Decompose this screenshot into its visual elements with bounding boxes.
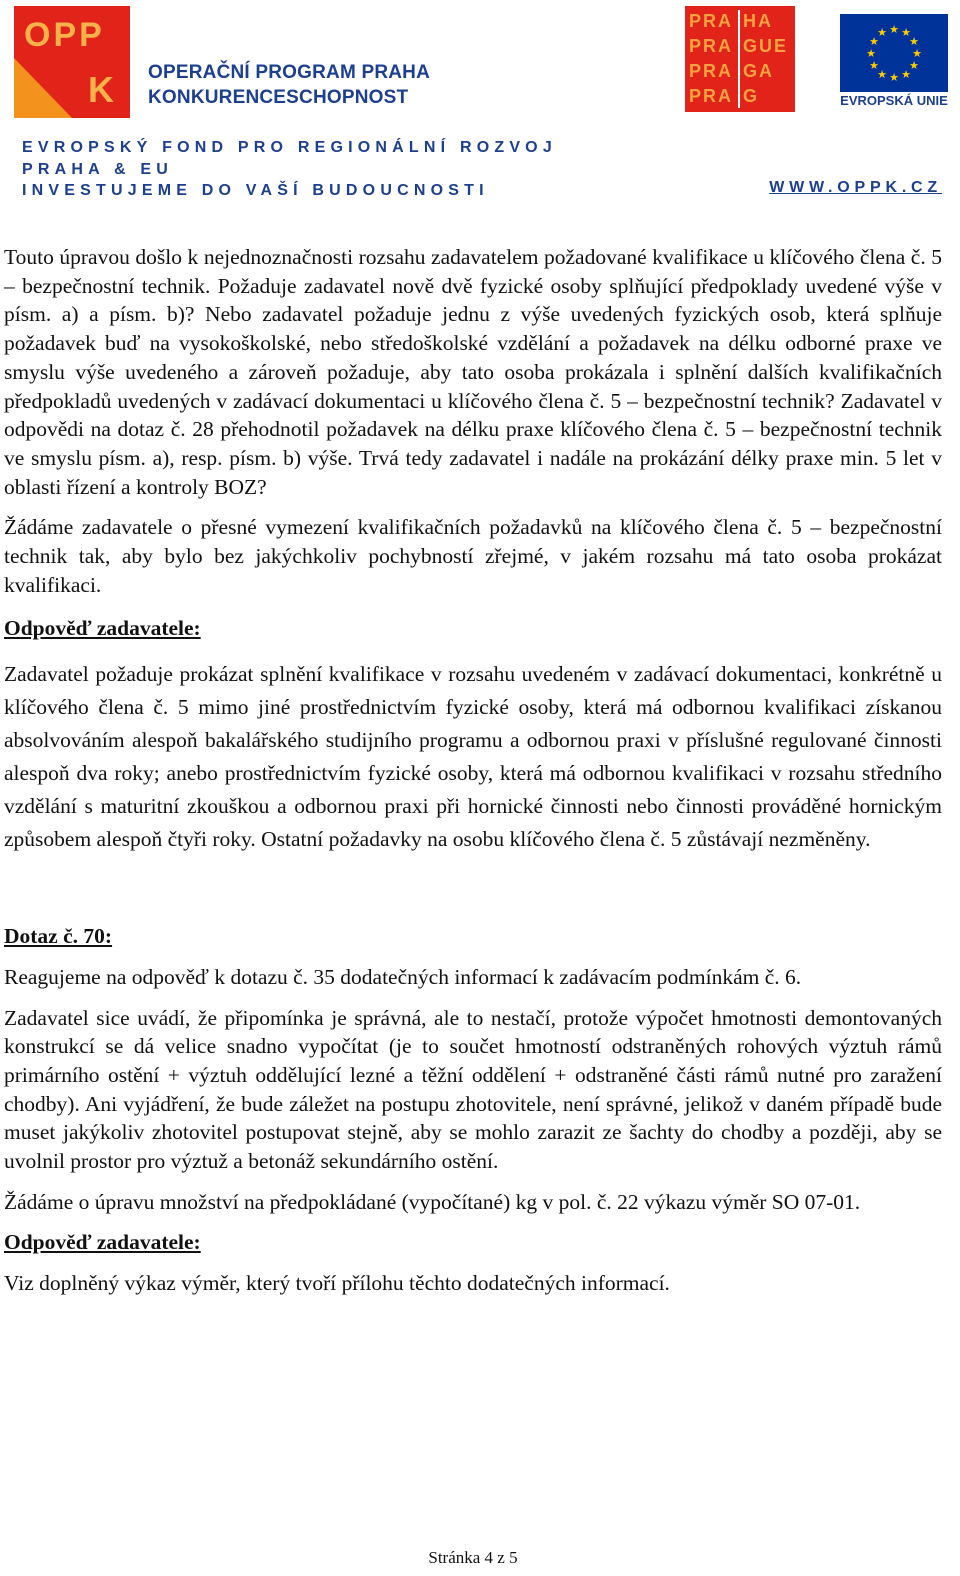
oppk-logo (14, 6, 130, 118)
svg-text:★: ★ (889, 71, 899, 84)
oppk-logo-letter-bottom: K (88, 69, 114, 110)
eu-label: EVROPSKÁ UNIE (840, 93, 948, 108)
fund-tagline (22, 137, 557, 202)
query-request: Žádáme o úpravu množství na předpokládané (vypočítané) kg v pol. č. 22 výkazu výměr SO 07-01. (4, 1189, 861, 1214)
question-request: Žádáme zadavatele o přesné vymezení kvalifikačních požadavků na klíčového člena č. 5 – bezpečnostní technik tak, aby bylo bez jakýchkoliv pochybností zřejmé, v jakém rozsahu má tato osoba prokázat kvalifikaci. (4, 515, 942, 597)
tagline-line-2: PRAHA & EU (22, 160, 173, 178)
svg-text:★: ★ (877, 68, 887, 81)
praha-logo-line-2-right: GUE (743, 36, 789, 56)
svg-text:★: ★ (909, 35, 919, 48)
answer-1: Zadavatel požaduje prokázat splnění kvalifikace v rozsahu uvedeném v zadávací dokumentaci, konkrétně u klíčového člena č. 5 mimo jiné prostřednictvím fyzické osoby, která má odbornou kvalifikaci získanou absolvováním alespoň bakalářského studijního programu a odbornou praxi v příslušné regulované činnosti alespoň dva roky; anebo prostřednictvím fyzické osoby, která má odbornou kvalifikaci v rozsahu středního vzdělání s maturitní zkouškou a odbornou praxi při hornické činnosti nebo činnosti prováděné hornickým způsobem alespoň čtyři roky. Ostatní požadavky na osobu klíčového člena č. 5 zůstávají nezměněny. (4, 662, 942, 852)
praha-logo-line-1-right: HA (743, 11, 773, 31)
svg-text:★: ★ (869, 59, 879, 72)
query-body: Zadavatel sice uvádí, že připomínka je správná, ale to nestačí, protože výpočet hmotnosti demontovaných konstrukcí se dá velice snadno vypočítat (je to součet hmotností odstraněných rohových výztuh rámů primárního ostění + výztuh oddělující lezné a těžní oddělení + odstraněné části rámů nutné pro zaražení chodby). Ani vyjádření, že bude záležet na postupu zhotovitele, není správné, jelikož v daném případě bude muset jakýkoliv zhotovitel postupovat stejně, aby se mohlo zarazit ze šachty do chodby a později, aby se uvolnil prostor pro výztuž a betonáž sekundárního ostění. (4, 1005, 942, 1174)
svg-text:★: ★ (901, 68, 911, 81)
praha-logo-line-4-left: PRA (689, 86, 734, 106)
website-link[interactable]: WWW.OPPK.CZ (769, 179, 942, 196)
program-name-line-2: KONKURENCESCHOPNOST (148, 87, 409, 108)
tagline-line-3: INVESTUJEME DO VAŠÍ BUDOUCNOSTI (22, 182, 489, 199)
svg-text:★: ★ (869, 35, 879, 48)
program-name (148, 60, 430, 110)
praha-logo-line-3-right: GA (743, 61, 774, 81)
oppk-logo-letters-top: OPP (24, 16, 105, 54)
question-continuation: Touto úpravou došlo k nejednoznačnosti rozsahu zadavatelem požadované kvalifikace u klíčového člena č. 5 – bezpečnostní technik. Požaduje zadavatel nově dvě fyzické osoby splňující předpoklady uvedené výše v písm. a) a písm. b)? Nebo zadavatel požaduje jednu z výše uvedených fyzických osob, která splňuje požadavek buď na vysokoškolské, nebo středoškolské vzdělání a požadavek na délku odborné praxe ve smyslu výše uvedeného a zároveň požaduje, aby tato osoba prokázala i splnění dalších kvalifikačních předpokladů uvedených v zadávací dokumentaci u klíčového člena č. 5 – bezpečnostní technik? Zadavatel v odpovědi na dotaz č. 28 přehodnotil požadavek na délku praxe klíčového člena č. 5 – bezpečnostní technik ve smyslu písm. a), resp. písm. b) výše. Trvá tedy zadavatel i nadále na prokázání délky praxe min. 5 let v oblasti řízení a kontroly BOZ? (4, 245, 942, 499)
page-number: Stránka 4 z 5 (428, 1548, 518, 1567)
praha-logo (685, 6, 795, 112)
svg-text:★: ★ (866, 47, 876, 60)
query-intro: Reagujeme na odpověď k dotazu č. 35 dodatečných informací k zadávacím podmínkám č. 6. (4, 964, 802, 989)
svg-text:★: ★ (909, 59, 919, 72)
program-name-line-1: OPERAČNÍ PROGRAM PRAHA (148, 62, 431, 83)
svg-text:★: ★ (901, 26, 911, 39)
praha-logo-line-3-left: PRA (689, 61, 734, 81)
answer-heading-1: Odpověď zadavatele: (4, 616, 201, 641)
svg-text:★: ★ (912, 47, 922, 60)
query-heading: Dotaz č. 70: (4, 924, 113, 949)
answer-2: Viz doplněný výkaz výměr, který tvoří přílohu těchto dodatečných informací. (4, 1271, 670, 1296)
document-body (4, 243, 942, 1298)
answer-heading-2: Odpověď zadavatele: (4, 1230, 201, 1255)
svg-text:★: ★ (877, 26, 887, 39)
praha-logo-line-2-left: PRA (689, 36, 734, 56)
praha-logo-line-4-right: G (743, 86, 760, 106)
tagline-line-1: EVROPSKÝ FOND PRO REGIONÁLNÍ ROZVOJ (22, 139, 557, 156)
praha-logo-line-1-left: PRA (689, 11, 734, 31)
svg-text:★: ★ (889, 23, 899, 36)
document-header (0, 0, 960, 210)
